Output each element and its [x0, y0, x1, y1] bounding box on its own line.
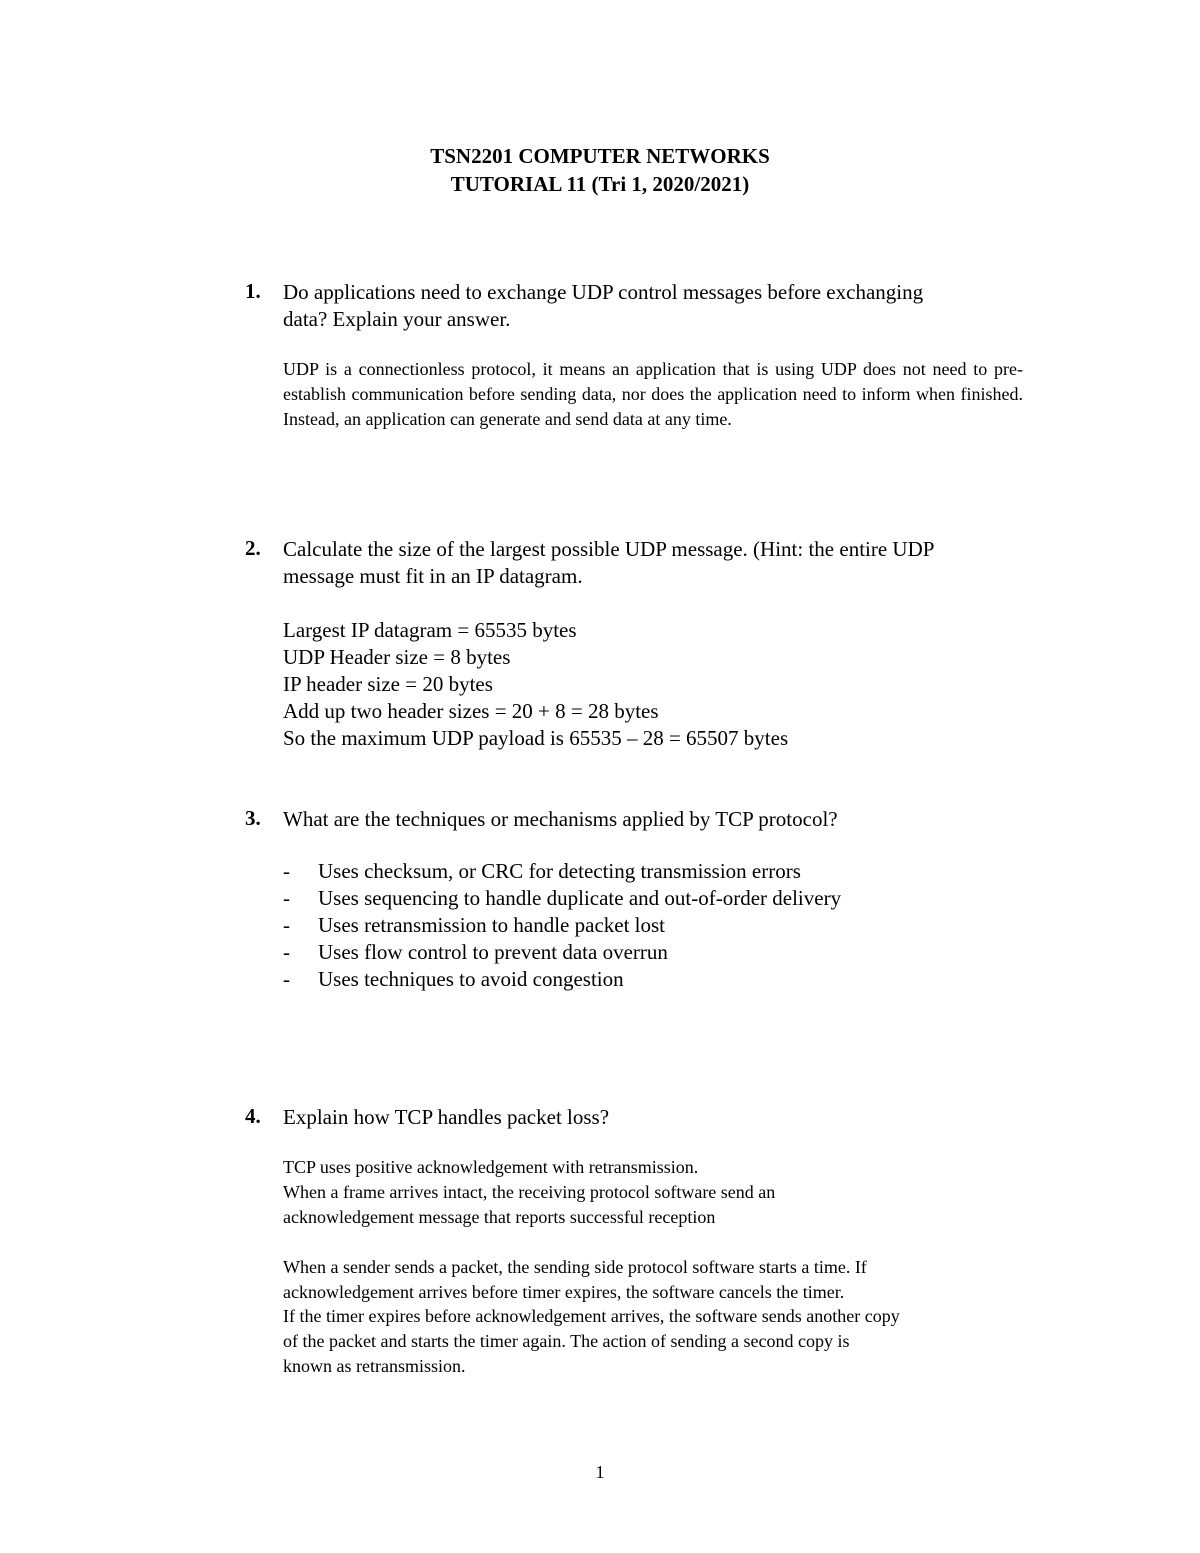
- answer-4-line: TCP uses positive acknowledgement with retransmission.: [283, 1157, 699, 1177]
- answer-4-line: acknowledgement arrives before timer expires, the software cancels the timer.: [283, 1282, 845, 1302]
- answer-4-line: When a frame arrives intact, the receiving protocol software send an: [283, 1182, 776, 1202]
- question-2-line-2: message must fit in an IP datagram.: [283, 564, 583, 588]
- answer-4-line: known as retransmission.: [283, 1356, 466, 1376]
- answer-4-line: of the packet and starts the timer again. The action of sending a second copy is: [283, 1331, 850, 1351]
- question-4-number: 4.: [245, 1104, 261, 1128]
- question-1-number: 1.: [245, 279, 261, 303]
- calc-line: Largest IP datagram = 65535 bytes: [283, 618, 577, 642]
- question-2-line-1: Calculate the size of the largest possible UDP message. (Hint: the entire UDP: [283, 537, 935, 561]
- tutorial-title: TUTORIAL 11 (Tri 1, 2020/2021): [450, 172, 750, 196]
- bullet-item: Uses checksum, or CRC for detecting transmission errors: [318, 859, 801, 883]
- bullet-dash: -: [283, 886, 290, 910]
- question-2-number: 2.: [245, 536, 261, 560]
- bullet-item: Uses techniques to avoid congestion: [318, 967, 624, 991]
- answer-1: UDP is a connectionless protocol, it means an application that is using UDP does not need to pre-establish communication before sending data, nor does the application need to inform when finished. Instead, an application can generate and send data at any time.: [283, 359, 1023, 429]
- bullet-item: Uses retransmission to handle packet lost: [318, 913, 666, 937]
- question-1-line-1: Do applications need to exchange UDP control messages before exchanging: [283, 280, 924, 304]
- course-title: TSN2201 COMPUTER NETWORKS: [430, 144, 770, 168]
- bullet-item: Uses flow control to prevent data overrun: [318, 940, 668, 964]
- question-4-text: Explain how TCP handles packet loss?: [283, 1105, 610, 1129]
- calc-line: UDP Header size = 8 bytes: [283, 645, 511, 669]
- question-1-line-2: data? Explain your answer.: [283, 307, 511, 331]
- question-3-text: What are the techniques or mechanisms applied by TCP protocol?: [283, 807, 838, 831]
- question-3-number: 3.: [245, 806, 261, 830]
- answer-4-line: acknowledgement message that reports successful reception: [283, 1207, 716, 1227]
- bullet-dash: -: [283, 913, 290, 937]
- calc-line: Add up two header sizes = 20 + 8 = 28 bytes: [283, 699, 659, 723]
- bullet-dash: -: [283, 859, 290, 883]
- bullet-dash: -: [283, 967, 290, 991]
- answer-4-line: When a sender sends a packet, the sending side protocol software starts a time. If: [283, 1257, 867, 1277]
- calc-line: IP header size = 20 bytes: [283, 672, 493, 696]
- calc-line: So the maximum UDP payload is 65535 – 28 = 65507 bytes: [283, 726, 789, 750]
- page-number: 1: [595, 1462, 605, 1482]
- answer-4-line: If the timer expires before acknowledgement arrives, the software sends another copy: [283, 1306, 900, 1326]
- bullet-dash: -: [283, 940, 290, 964]
- bullet-item: Uses sequencing to handle duplicate and out-of-order delivery: [318, 886, 842, 910]
